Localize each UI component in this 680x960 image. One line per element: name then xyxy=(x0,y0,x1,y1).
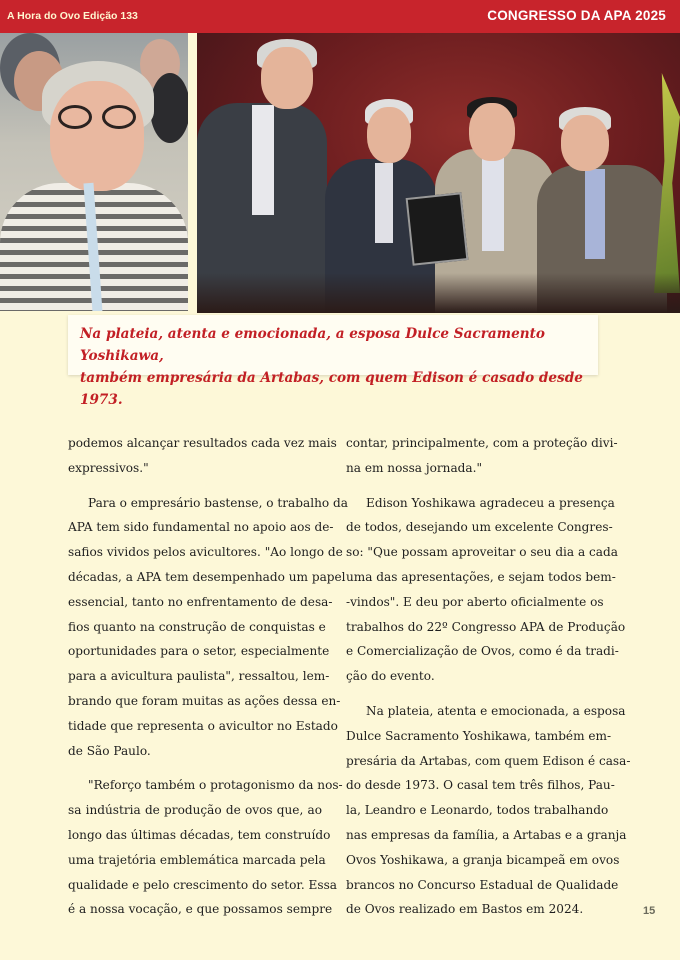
paragraph: "Reforço também o protagonismo da nos- sa indústria de produção de ovos que, ao longo das últimas décadas, tem construído uma trajetória emblemática marcada pela qualidade e pelo crescimento do setor. Essa é a nossa vocação, e que possamos sempre xyxy=(68,778,343,917)
section-title: CONGRESSO DA APA 2025 xyxy=(487,8,666,23)
paragraph: Para o empresário bastense, o trabalho da APA tem sido fundamental no apoio aos de- safios vividos pelos avicultores. "Ao longo de décadas, a APA tem desempenhado um papel essencial, tanto no enfrentamento de desa- fios quanto na construção de conquistas e oportunidades para o setor, especialmente para a avicultura paulista", ressaltou, lem- brando que foram muitas as ações dessa en- tidade que representa o avicultor no Estado de São Paulo. xyxy=(68,495,348,758)
photo-caption xyxy=(68,315,598,408)
photo-award-ceremony xyxy=(197,33,680,313)
paragraph: podemos alcançar resultados cada vez mais expressivos." xyxy=(68,436,337,475)
award-plaque xyxy=(406,192,469,265)
article-column-left xyxy=(68,431,348,932)
paragraph: Na plateia, atenta e emocionada, a esposa Dulce Sacramento Yoshikawa, também em- presária da Artabas, com quem Edison é casa- do desde 1973. O casal tem três filhos, Pau- la, Leandro e Leonardo, todos trabalhando nas empresas da família, a Artabas e a granja Ovos Yoshikawa, a granja bicampeã em ovos brancos no Concurso Estadual de Qualidade de Ovos realizado em Bastos em 2024. xyxy=(346,703,631,917)
paragraph: Edison Yoshikawa agradeceu a presença de todos, desejando um excelente Congres- so: "Que possam aproveitar o seu dia a cada uma das apresentações, e sejam todos bem- -vindos". E deu por aberto oficialmente os trabalhos do 22º Congresso APA de Produção e Comercialização de Ovos, como é da tradi- ção do evento. xyxy=(346,495,626,684)
paragraph: contar, principalmente, com a proteção divi- na em nossa jornada." xyxy=(346,436,618,475)
page-header xyxy=(0,0,680,33)
caption-line-2: também empresária da Artabas, com quem Edison é casado desde 1973. xyxy=(80,370,583,408)
photo-audience-woman xyxy=(0,33,188,311)
issue-label: A Hora do Ovo Edição 133 xyxy=(7,10,138,22)
caption-line-1: Na plateia, atenta e emocionada, a esposa Dulce Sacramento Yoshikawa, xyxy=(80,326,545,364)
woman-face xyxy=(50,81,144,191)
page-number: 15 xyxy=(643,905,656,917)
article-column-right xyxy=(346,431,631,932)
